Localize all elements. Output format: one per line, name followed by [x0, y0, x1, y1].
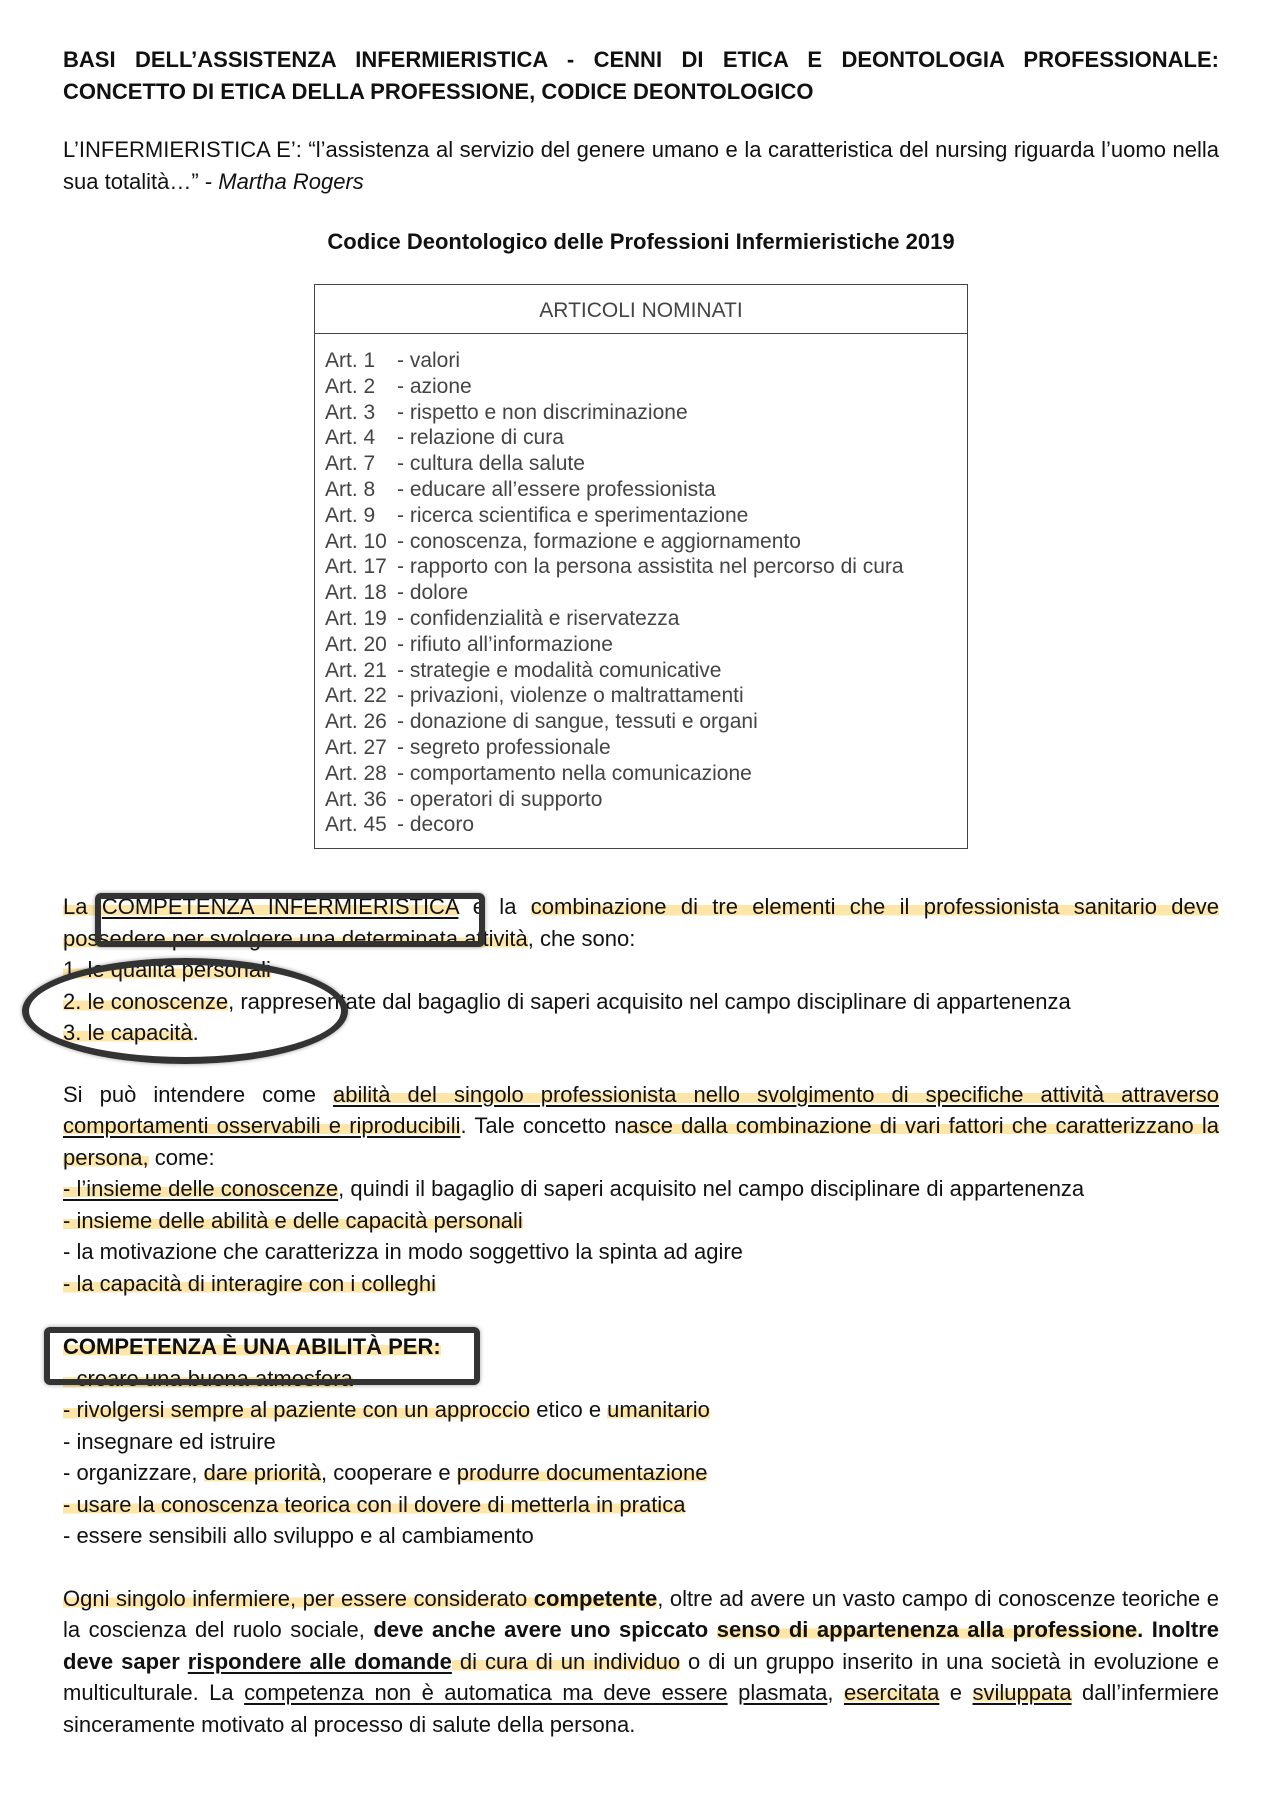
- abilita-bullet-4-b: , cooperare e: [321, 1460, 457, 1486]
- ogni-ul-4: sviluppata: [972, 1680, 1072, 1706]
- ogni-text-3: o di un gruppo inserito in una società in evoluzione e multiculturale. La: [63, 1648, 1219, 1706]
- article-label: - educare all’essere professionista: [397, 477, 716, 501]
- article-item: [325, 400, 957, 426]
- intendere-bullet-3: - la motivazione che caratterizza in modo soggettivo la spinta ad agire: [63, 1239, 743, 1265]
- article-number: Art. 22: [325, 684, 387, 708]
- articles-list: [315, 334, 967, 848]
- list-item: [63, 1489, 1219, 1521]
- ogni-text-1: , oltre ad avere un vasto campo di conoscenze teoriche e la coscienza del ruolo sociale,: [63, 1585, 1219, 1643]
- intendere-text-a: Si può intendere come: [63, 1081, 334, 1107]
- intendere-text-b: . Tale concetto n: [460, 1113, 627, 1139]
- article-number: Art. 8: [325, 477, 376, 501]
- competenza-item-3-hl: 3. le capacità: [63, 1020, 193, 1046]
- article-item: [325, 735, 957, 761]
- list-item: [63, 1426, 1219, 1458]
- articles-header: ARTICOLI NOMINATI: [315, 285, 967, 334]
- abilita-bullet-4-hl: dare priorità: [203, 1460, 322, 1486]
- ogni-bold-2: deve anche avere uno spiccato: [373, 1617, 717, 1643]
- article-number: Art. 9: [325, 503, 376, 527]
- competenza-item-1: 1. le qualità personali: [63, 957, 271, 983]
- abilita-bullet-4-hl2: produrre documentazione: [456, 1460, 708, 1486]
- abilita-bullet-3: - insegnare ed istruire: [63, 1428, 276, 1454]
- article-number: Art. 27: [325, 735, 387, 759]
- article-item: [325, 761, 957, 787]
- article-number: Art. 4: [325, 426, 376, 450]
- intendere-list: [63, 1173, 1219, 1299]
- article-label: - donazione di sangue, tessuti e organi: [397, 710, 758, 734]
- abilita-bullet-6: - essere sensibili allo sviluppo e al cambiamento: [63, 1523, 534, 1549]
- article-item: [325, 451, 957, 477]
- competenza-term: COMPETENZA INFERMIERISTICA: [101, 894, 459, 920]
- competenza-text-a: La: [63, 894, 102, 920]
- intro-author: Martha Rogers: [218, 169, 364, 194]
- article-label: - strategie e modalità comunicative: [397, 658, 722, 682]
- article-item: [325, 812, 957, 838]
- abilita-bullet-4-a: - organizzare,: [63, 1460, 204, 1486]
- intendere-paragraph: [63, 1079, 1219, 1174]
- article-number: Art. 19: [325, 606, 387, 630]
- abilita-bullet-2-hl: - rivolgersi sempre al paziente con un approccio: [63, 1397, 531, 1423]
- intendere-bullet-1-rest: , quindi il bagaglio di saperi acquisito nel campo disciplinare di appartenenza: [338, 1176, 1085, 1202]
- competenza-item-2-hl: 2. le conoscenze: [63, 988, 229, 1014]
- ogni-text-7: dall’infermiere sinceramente motivato al processo di salute della persona.: [63, 1680, 1219, 1737]
- article-label: - rispetto e non discriminazione: [397, 400, 688, 424]
- intendere-bullet-4: - la capacità di interagire con i colleghi: [63, 1270, 436, 1296]
- intro-paragraph: [63, 134, 1219, 198]
- intro-quote: “l’assistenza al servizio del genere umano e la caratteristica del nursing riguarda l’uomo nella sua totalità…” -: [63, 137, 1219, 194]
- article-item: [325, 477, 957, 503]
- article-label: - cultura della salute: [397, 452, 585, 476]
- ogni-ul-1: competenza non è automatica ma deve essere: [244, 1680, 728, 1706]
- elements-circle-annotation: [22, 958, 348, 1064]
- list-item: [63, 1394, 1219, 1426]
- list-item: [63, 1205, 1219, 1237]
- ogni-text-4: [728, 1680, 738, 1705]
- article-number: Art. 10: [325, 529, 387, 553]
- abilita-list: [63, 1363, 1219, 1552]
- article-number: Art. 18: [325, 581, 387, 605]
- article-label: - privazioni, violenze o maltrattamenti: [397, 684, 744, 708]
- article-label: - segreto professionale: [397, 735, 611, 759]
- articles-table: [314, 284, 968, 849]
- article-label: - decoro: [397, 813, 475, 837]
- ogni-bold-1: competente: [533, 1585, 658, 1611]
- article-number: Art. 21: [325, 658, 387, 682]
- article-item: [325, 425, 957, 451]
- ogni-ul-3: esercitata: [843, 1680, 940, 1706]
- competenza-highlight: combinazione di tre elementi che il professionista sanitario deve possedere per svolgere una determinata attività: [63, 894, 1219, 951]
- article-label: - confidenzialità e riservatezza: [397, 606, 680, 630]
- competenza-text-b: è la: [458, 894, 531, 920]
- ogni-text-5: ,: [827, 1680, 844, 1706]
- article-number: Art. 17: [325, 555, 387, 579]
- intendere-bullet-2: - insieme delle abilità e delle capacità personali: [63, 1207, 523, 1233]
- article-number: Art. 20: [325, 632, 387, 656]
- ogni-hl-1: Ogni singolo infermiere, per essere considerato: [63, 1585, 534, 1611]
- article-label: - operatori di supporto: [397, 787, 603, 811]
- article-label: - valori: [397, 349, 461, 372]
- ogni-text-2: di cura di un individuo: [451, 1648, 681, 1674]
- article-label: - conoscenza, formazione e aggiornamento: [397, 529, 801, 553]
- list-item: [63, 1173, 1219, 1205]
- abilita-bullet-2-mid: etico e: [530, 1397, 608, 1423]
- intendere-highlight-2: asce dalla combinazione di vari fattori che caratterizzano la persona,: [63, 1113, 1219, 1170]
- article-number: Art. 7: [325, 452, 376, 476]
- ogni-bold-3: . Inoltre deve saper: [63, 1617, 1219, 1674]
- list-item: [63, 1236, 1219, 1268]
- ogni-paragraph: [63, 1583, 1219, 1741]
- article-number: Art. 36: [325, 787, 387, 811]
- competenza-item-2-rest: , rappresentate dal bagaglio di saperi acquisito nel campo disciplinare di appartenenza: [228, 988, 1071, 1014]
- ogni-bold-ul: rispondere alle domande: [187, 1648, 452, 1674]
- abilita-heading-box-annotation: [44, 1327, 480, 1385]
- intendere-bullet-1-hl: - l’insieme delle conoscenze: [63, 1176, 339, 1202]
- ogni-ul-2: plasmata: [738, 1680, 828, 1706]
- article-item: [325, 787, 957, 813]
- abilita-bullet-2-hl2: umanitario: [607, 1397, 710, 1423]
- competenza-term-box-annotation: [95, 893, 485, 947]
- intro-lead: L’INFERMIERISTICA E’:: [63, 137, 309, 162]
- ogni-bold-hl: senso di appartenenza alla professione: [716, 1617, 1138, 1643]
- ogni-text-6: e: [939, 1680, 973, 1706]
- ogni-block: [63, 1583, 1219, 1741]
- article-label: - comportamento nella comunicazione: [397, 761, 752, 785]
- article-label: - rifiuto all’informazione: [397, 632, 613, 656]
- list-item: [63, 1268, 1219, 1300]
- article-number: Art. 3: [325, 400, 376, 424]
- article-item: [325, 580, 957, 606]
- intendere-text-c: come:: [148, 1144, 215, 1170]
- article-item: [325, 554, 957, 580]
- article-label: - ricerca scientifica e sperimentazione: [397, 503, 749, 527]
- article-label: - rapporto con la persona assistita nel percorso di cura: [397, 555, 904, 579]
- article-item: [325, 683, 957, 709]
- article-number: Art. 26: [325, 710, 387, 734]
- competenza-text-c: , che sono:: [527, 925, 636, 951]
- abilita-bullet-5: - usare la conoscenza teorica con il dovere di metterla in pratica: [63, 1491, 686, 1517]
- article-label: - azione: [397, 374, 472, 398]
- list-item: [63, 1457, 1219, 1489]
- document-title: BASI DELL’ASSISTENZA INFERMIERISTICA - CENNI DI ETICA E DEONTOLOGIA PROFESSIONALE: CONCETTO DI ETICA DELLA PROFESSIONE, CODICE DEONTOLOGICO: [63, 47, 1219, 104]
- article-item: [325, 709, 957, 735]
- article-number: Art. 1: [325, 349, 376, 372]
- article-item: [325, 503, 957, 529]
- list-item: [63, 1520, 1219, 1552]
- article-item: [325, 632, 957, 658]
- article-number: Art. 2: [325, 374, 376, 398]
- intendere-highlight: abilità del singolo professionista nello svolgimento di specifiche attività attraverso comportamenti osservabili e riproducibili: [63, 1081, 1219, 1139]
- abilita-heading-text: COMPETENZA È UNA ABILITÀ PER:: [63, 1334, 441, 1360]
- article-item: [325, 658, 957, 684]
- article-number: Art. 28: [325, 761, 387, 785]
- article-item: [325, 348, 957, 374]
- article-item: [325, 374, 957, 400]
- abilita-bullet-1: - creare una buona atmosfera: [63, 1365, 353, 1391]
- article-number: Art. 45: [325, 813, 387, 837]
- article-item: [325, 529, 957, 555]
- article-item: [325, 606, 957, 632]
- competenza-item-3-rest: .: [192, 1020, 199, 1046]
- article-label: - dolore: [397, 581, 469, 605]
- intendere-block: [63, 1079, 1219, 1300]
- code-title: Codice Deontologico delle Professioni Infermieristiche 2019: [327, 229, 955, 254]
- article-label: - relazione di cura: [397, 426, 564, 450]
